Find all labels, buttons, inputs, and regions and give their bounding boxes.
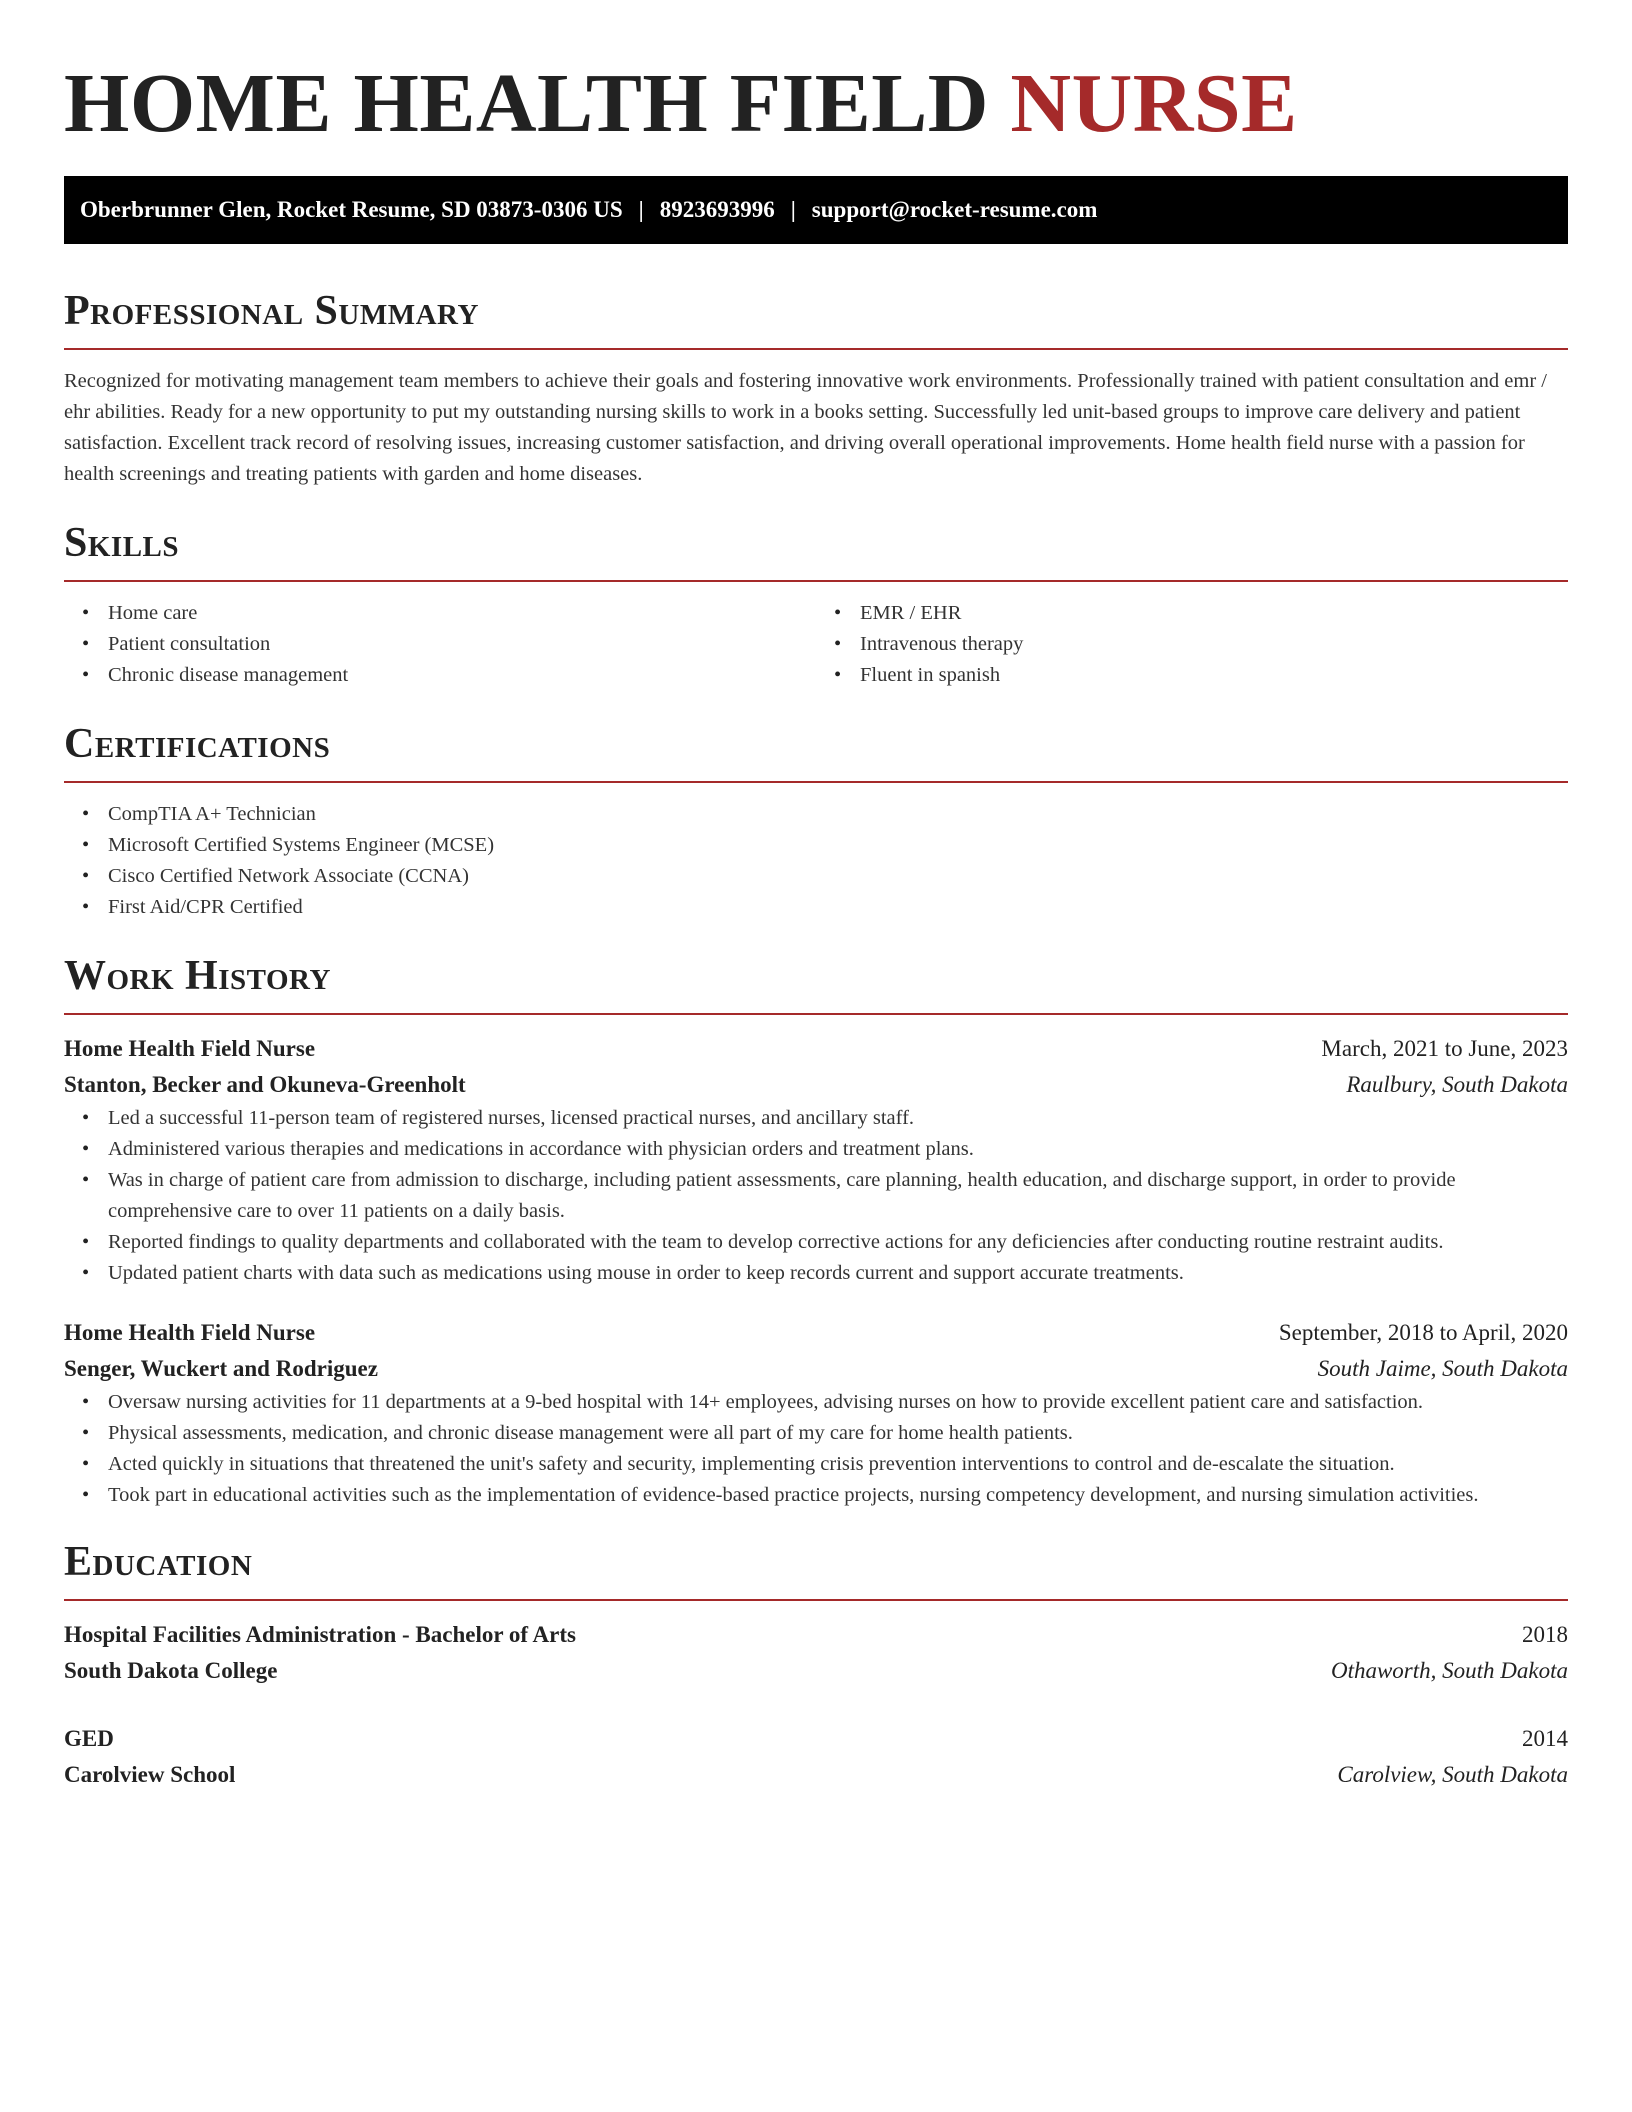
job-dates: March, 2021 to June, 2023 [1321,1036,1568,1061]
work-section [64,951,1568,1511]
job-bullet: • Led a successful 11-person team of registered nurses, licensed practical nurses, and ancillary staff. [108,1103,1568,1134]
job-bullets [64,1387,1568,1511]
education-entry [64,1617,1568,1689]
summary-text: Recognized for motivating management team members to achieve their goals and fostering innovative work environments. Professionally trained with patient consultation and emr / ehr abilities. Ready for a new opportunity to put my outstanding nursing skills to work in a books setting. Successfully led unit-based groups to improve care delivery and patient satisfaction. Excellent track record of resolving issues, increasing customer satisfaction, and driving overall operational improvements. Home health field nurse with a passion for health screenings and treating patients with garden and home diseases. [64,370,1547,485]
education-school-row [64,1757,1568,1793]
job-location: South Jaime, South Dakota [1317,1356,1568,1381]
resume-name [64,56,1568,152]
skill-item: • EMR / EHR [860,598,1568,629]
education-location: Carolview, South Dakota [1337,1762,1568,1787]
education-location: Othaworth, South Dakota [1330,1658,1568,1683]
job-header-row [64,1315,1568,1351]
job-dates: September, 2018 to April, 2020 [1278,1320,1568,1345]
job-header-row [64,1031,1568,1067]
job-bullet: • Oversaw nursing activities for 11 departments at a 9-bed hospital with 14+ employees, advising nurses on how to provide excellent patient care and satisfaction. [108,1387,1568,1418]
job-bullet: • Took part in educational activities such as the implementation of evidence-based practice projects, nursing competency development, and nursing simulation activities. [108,1480,1568,1511]
section-divider [64,781,1568,783]
job-role: Home Health Field Nurse [64,1036,316,1061]
skills-list-right [816,598,1568,691]
job-company-row [64,1067,1568,1103]
skill-item: • Intravenous therapy [860,629,1568,660]
certification-item: • Microsoft Certified Systems Engineer (MCSE) [108,830,1568,861]
section-divider [64,348,1568,350]
skill-item: • Chronic disease management [108,660,816,691]
section-divider [64,1013,1568,1015]
skills-section [64,518,1568,691]
education-degree: GED [64,1726,114,1751]
education-entry [64,1721,1568,1793]
contact-separator: | [638,197,644,222]
job-bullet: • Updated patient charts with data such as medications using mouse in order to keep records current and support accurate treatments. [108,1258,1568,1289]
certifications-title: Certifications [64,721,331,767]
job-company-row [64,1351,1568,1387]
skills-title: Skills [64,520,180,566]
job-bullet: • Administered various therapies and medications in accordance with physician orders and treatment plans. [108,1134,1568,1165]
education-year: 2018 [1522,1622,1568,1647]
job-bullets [64,1103,1568,1289]
education-school: Carolview School [64,1762,236,1787]
job-bullet: • Physical assessments, medication, and chronic disease management were all part of my care for home health patients. [108,1418,1568,1449]
contact-bar [64,176,1568,244]
resume-page [64,56,1568,1793]
job-company: Senger, Wuckert and Rodriguez [64,1356,378,1381]
name-accent: NURSE [1010,57,1298,150]
skill-item: • Patient consultation [108,629,816,660]
job-bullet: • Reported findings to quality departments and collaborated with the team to develop corrective actions for any deficiencies after conducting routine restraint audits. [108,1227,1568,1258]
contact-address: Oberbrunner Glen, Rocket Resume, SD 03873-0306 US [80,197,623,222]
work-title: Work History [64,953,331,999]
certifications-section [64,719,1568,923]
job-location: Raulbury, South Dakota [1346,1072,1568,1097]
job-bullet: • Was in charge of patient care from admission to discharge, including patient assessments, care planning, health education, and discharge support, in order to provide comprehensive care to over 11 patients on a daily basis. [108,1165,1568,1227]
education-degree-row [64,1617,1568,1653]
education-section [64,1537,1568,1793]
certifications-list [64,799,1568,923]
education-degree: Hospital Facilities Administration - Bachelor of Arts [64,1622,576,1647]
education-year: 2014 [1522,1726,1568,1751]
summary-section [64,286,1568,490]
contact-phone: 8923693996 [659,197,775,222]
summary-title: Professional Summary [64,288,479,334]
skills-grid [64,598,1568,691]
skills-list-left [64,598,816,691]
contact-email: support@rocket-resume.com [811,197,1098,222]
name-main: HOME HEALTH FIELD [64,57,1011,150]
job-company: Stanton, Becker and Okuneva-Greenholt [64,1072,466,1097]
job-entry [64,1315,1568,1511]
skill-item: • Fluent in spanish [860,660,1568,691]
education-school-row [64,1653,1568,1689]
certification-item: • Cisco Certified Network Associate (CCNA) [108,861,1568,892]
education-school: South Dakota College [64,1658,278,1683]
job-entry [64,1031,1568,1289]
education-degree-row [64,1721,1568,1757]
job-role: Home Health Field Nurse [64,1320,316,1345]
job-bullet: • Acted quickly in situations that threatened the unit's safety and security, implementing crisis prevention interventions to control and de-escalate the situation. [108,1449,1568,1480]
skill-item: • Home care [108,598,816,629]
certification-item: • First Aid/CPR Certified [108,892,1568,923]
education-title: Education [64,1539,253,1585]
section-divider [64,1599,1568,1601]
certification-item: • CompTIA A+ Technician [108,799,1568,830]
section-divider [64,580,1568,582]
contact-separator: | [790,197,796,222]
